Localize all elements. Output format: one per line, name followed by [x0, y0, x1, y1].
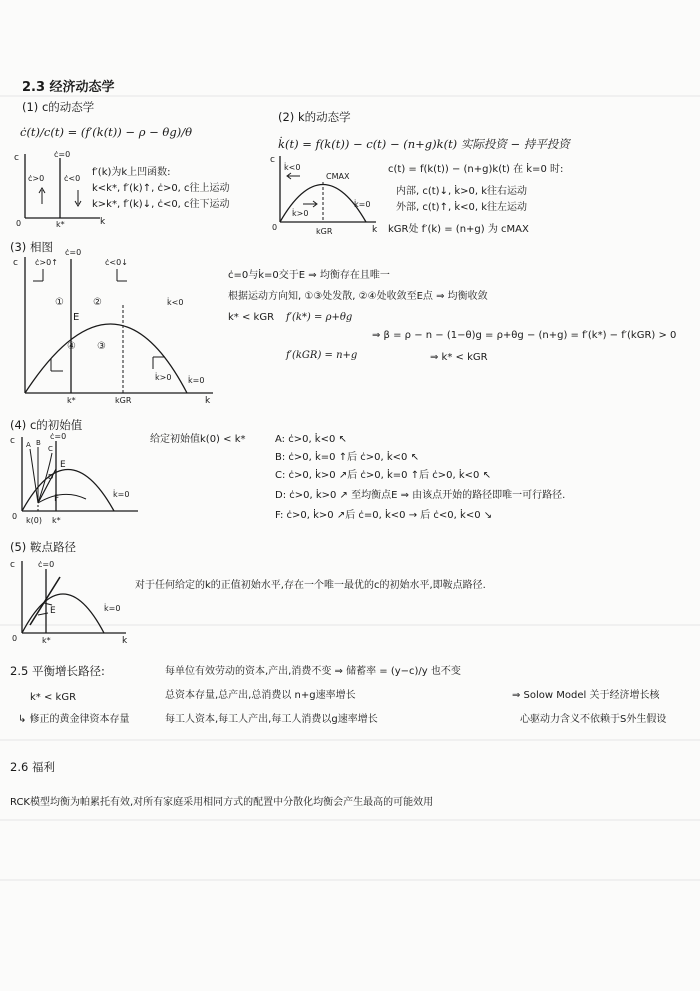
bgp-modified-golden: ↳ 修正的黄金律资本存量	[18, 714, 130, 725]
c0-case-D: D: ċ>0, k̇>0 ↗ 至均衡点E ⇒ 由该点开始的路径即唯一可行路径.	[275, 490, 566, 501]
k-bullet-kgr: kGR处 f′(k) = (n+g) 为 cMAX	[388, 224, 529, 235]
c-dynamics-equation: ċ(t)/c(t) = (f′(k(t)) − ρ − θg)/θ	[20, 125, 193, 139]
c0-A: A	[26, 441, 31, 449]
kstar-label: k*	[56, 220, 65, 228]
c-locus-label: ċ=0	[54, 150, 71, 159]
welfare-heading: 2.6 福利	[10, 760, 55, 774]
c0-C: C	[48, 445, 53, 453]
phase-region-4: ④	[67, 341, 76, 352]
kgr-label: kGR	[316, 227, 333, 236]
c0-k-locus: k̇=0	[113, 490, 130, 499]
saddle-text: 对于任何给定的k的正值初始水平,存在一个唯一最优的c的初始水平,即鞍点路径.	[135, 580, 486, 591]
bgp-heading: 2.5 平衡增长路径:	[10, 664, 105, 678]
c0-case-B: B: ċ>0, k̇=0 ↑后 ċ>0, k̇<0 ↖	[275, 452, 419, 463]
c-left-region: ċ>0	[28, 174, 45, 183]
k-equation-2: c(t) = f(k(t)) − (n+g)k(t) 在 k̇=0 时:	[388, 164, 564, 175]
c-right-region: ċ<0	[64, 174, 81, 183]
c0-origin: 0	[12, 512, 18, 521]
phase-c-locus: ċ=0	[65, 248, 82, 257]
saddle-origin: 0	[12, 634, 18, 643]
phase-region-3: ③	[97, 341, 106, 352]
k-neg-label: k̇<0	[284, 163, 301, 172]
k-origin: 0	[272, 223, 278, 232]
cmax-label: CMAX	[326, 172, 350, 181]
c-note-below: k<k*, f′(k)↑, ċ>0, c往上运动	[92, 183, 230, 194]
phase-c-neg: ċ<0↓	[105, 258, 128, 267]
phase-heading: (3) 相图	[10, 240, 53, 254]
saddle-heading: (5) 鞍点路径	[10, 540, 76, 554]
c-note-above: k>k*, f′(k)↓, ċ<0, c往下运动	[92, 199, 230, 210]
bgp-result-2: 心驱动力含义不依赖于S外生假设	[520, 714, 667, 725]
k-k-axis: k	[372, 225, 378, 235]
bgp-kstar: k* < kGR	[30, 692, 77, 703]
welfare-text: RCK模型均衡为帕累托有效,对所有家庭采用相同方式的配置中分散化均衡会产生最高的可能效用	[10, 797, 434, 808]
phase-line-3: k* < kGR	[228, 312, 275, 323]
k-bullet-outside: 外部, c(t)↑, k̇<0, k往左运动	[396, 202, 527, 213]
saddle-c-locus: ċ=0	[38, 560, 55, 569]
bgp-bullet-3: 每工人资本,每工人产出,每工人消费以g速率增长	[165, 714, 378, 725]
c-dynamics-heading: (1) c的动态学	[22, 100, 95, 114]
bgp-bullet-1: 每单位有效劳动的资本,产出,消费不变 ⇒ 储蓄率 = (y−c)/y 也不变	[165, 666, 461, 677]
c0-heading: (4) c的初始值	[10, 418, 83, 432]
phase-k-neg: k̇<0	[167, 298, 184, 307]
saddle-k-locus: k̇=0	[104, 604, 121, 613]
c0-c-axis: c	[10, 436, 15, 446]
k-dynamics-heading: (2) k的动态学	[278, 110, 351, 124]
c-note-concavity: f′(k)为k上凹函数:	[92, 167, 171, 178]
c0-diagram	[8, 433, 143, 533]
phase-line-1: ċ=0与k̇=0交于E ⇒ 均衡存在且唯一	[228, 270, 390, 281]
k-dynamics-equation: k̇(t) = f(k(t)) − c(t) − (n+g)k(t) 实际投资 − 持平投资	[278, 137, 570, 151]
k-c-axis: c	[270, 155, 275, 165]
phase-k-axis: k	[205, 396, 211, 405]
c-dynamics-diagram	[10, 148, 110, 228]
phase-diagram	[5, 245, 220, 405]
k-axis-label: k	[100, 217, 106, 227]
c0-B: B	[36, 439, 41, 447]
k-pos-label: k̇>0	[292, 209, 309, 218]
c0-c-locus: ċ=0	[50, 433, 67, 441]
c0-case-A: A: ċ>0, k̇<0 ↖	[275, 434, 347, 445]
phase-line-5: ⇒ β = ρ − n − (1−θ)g = ρ+θg − (n+g) = f′(k*) − f′(kGR) > 0	[372, 330, 677, 341]
saddle-E: E	[50, 606, 56, 616]
c0-F: F	[54, 494, 60, 504]
c0-E: E	[60, 460, 66, 470]
phase-line-4a: f′(k*) = ρ+θg	[286, 312, 353, 323]
c0-case-C: C: ċ>0, k̇>0 ↗后 ċ>0, k̇=0 ↑后 ċ>0, k̇<0 ↖	[275, 470, 491, 481]
origin-label: 0	[16, 219, 22, 228]
c0-kstar: k*	[52, 516, 61, 525]
saddle-diagram	[8, 555, 133, 650]
c0-k0: k(0)	[26, 516, 42, 525]
phase-region-1: ①	[55, 297, 64, 308]
bgp-bullet-2: 总资本存量,总产出,总消费以 n+g速率增长	[165, 690, 356, 701]
phase-E: E	[73, 312, 80, 323]
phase-line-6: ⇒ k* < kGR	[430, 352, 488, 363]
saddle-kstar: k*	[42, 636, 51, 645]
phase-k-pos: k̇>0	[155, 373, 172, 382]
phase-c-pos: ċ>0↑	[35, 258, 58, 267]
c0-case-F: F: ċ>0, k̇>0 ↗后 ċ=0, k̇<0 → 后 ċ<0, k̇<0 ↘	[275, 510, 493, 521]
section-title: 2.3 经济动态学	[22, 80, 115, 95]
k-bullet-inside: 内部, c(t)↓, k̇>0, k往右运动	[396, 186, 527, 197]
phase-kstar: k*	[67, 396, 76, 405]
phase-k-locus: k̇=0	[188, 376, 205, 385]
c-axis-label: c	[14, 153, 19, 163]
phase-region-2: ②	[93, 297, 102, 308]
saddle-c-axis: c	[10, 560, 15, 570]
c0-D: D	[48, 473, 54, 481]
phase-line-2: 根据运动方向知, ①③处发散, ②④处收敛至E点 ⇒ 均衡收敛	[228, 291, 488, 302]
bgp-result-1: ⇒ Solow Model 关于经济增长核	[512, 690, 660, 701]
k-dynamics-diagram	[268, 152, 380, 237]
k-locus-label: k̇=0	[354, 200, 371, 209]
phase-c-axis: c	[13, 258, 18, 268]
phase-line-4b: f′(kGR) = n+g	[286, 350, 358, 361]
c0-given: 给定初始值k(0) < k*	[150, 434, 246, 445]
phase-kgr: kGR	[115, 396, 132, 405]
saddle-k-axis: k	[122, 636, 128, 646]
